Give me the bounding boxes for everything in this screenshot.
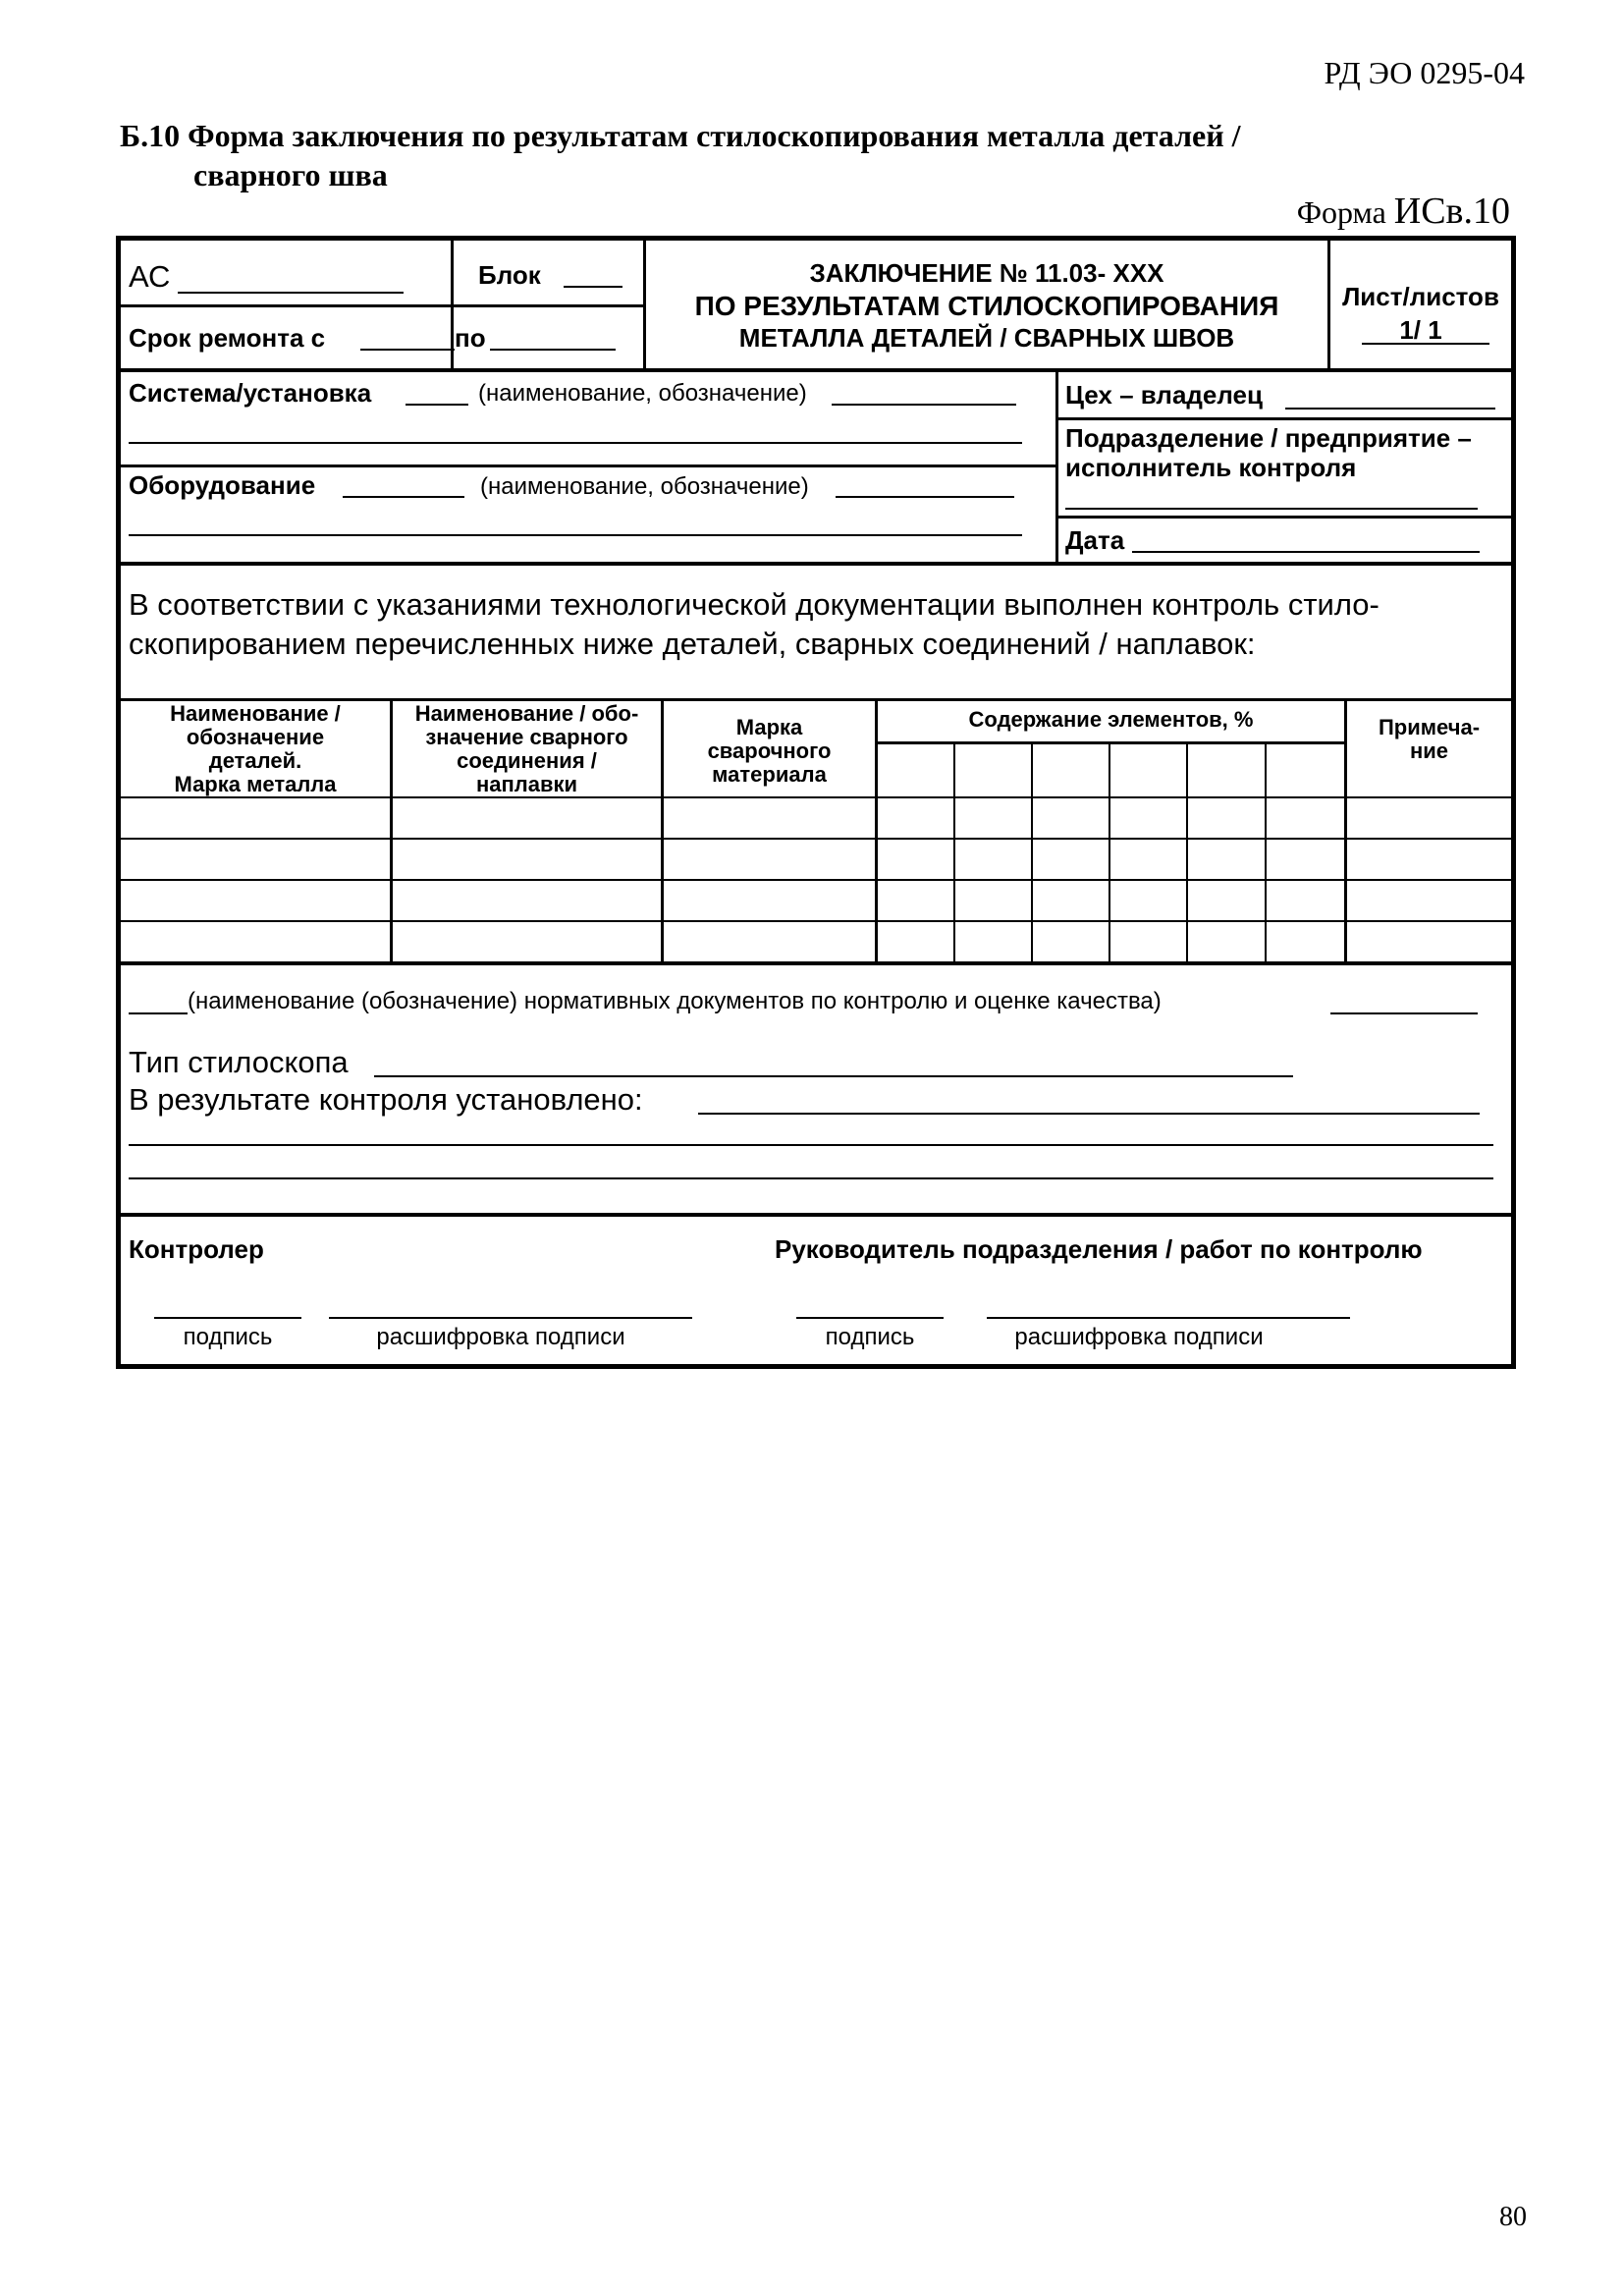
document-code: РД ЭО 0295-04 — [1324, 55, 1525, 90]
block-field[interactable] — [564, 286, 622, 288]
controller-label: Контролер — [129, 1234, 264, 1264]
repair-to-label: по — [455, 323, 486, 353]
col-element-content: Содержание элементов, % — [968, 707, 1254, 732]
head-decode-field[interactable] — [987, 1317, 1350, 1319]
section-heading — [120, 116, 1396, 194]
shop-field[interactable] — [1285, 408, 1495, 410]
controller-decode-field[interactable] — [329, 1317, 692, 1319]
controller-decode-caption: расшифровка подписи — [376, 1324, 625, 1350]
stylo-type-field[interactable] — [374, 1075, 1293, 1077]
as-label: АС — [129, 259, 171, 294]
repair-to-field[interactable] — [490, 349, 616, 351]
controller-signature-caption: подпись — [183, 1324, 273, 1350]
head-signature-caption: подпись — [825, 1324, 915, 1350]
col-part-name: Наименование / обозначение деталей. Марка металла — [170, 701, 341, 796]
system-field-2[interactable] — [129, 442, 1022, 444]
result-field-3[interactable] — [129, 1177, 1493, 1179]
result-field[interactable] — [698, 1113, 1480, 1115]
sheet-value: 1/ 1 — [1399, 315, 1442, 345]
normative-field-pre[interactable] — [129, 1012, 188, 1014]
conclusion-form — [116, 236, 1516, 1369]
form-id-code: ИСв.10 — [1393, 191, 1510, 232]
form-title-line1: ЗАКЛЮЧЕНИЕ № 11.03- XXX — [809, 258, 1164, 288]
result-label: В результате контроля установлено: — [129, 1082, 643, 1117]
division-line2: исполнитель контроля — [1065, 453, 1357, 482]
col-weld-name: Наименование / обо- значение сварного соединения / наплавки — [414, 701, 639, 796]
system-label: Система/установка — [129, 378, 372, 408]
equipment-label: Оборудование — [129, 470, 316, 500]
equipment-field-pre[interactable] — [343, 496, 464, 498]
repair-from-field[interactable] — [360, 349, 455, 351]
normative-hint: (наименование (обозначение) нормативных документов по контролю и оценке качества) — [188, 988, 1162, 1014]
form-title-line2: ПО РЕЗУЛЬТАТАМ СТИЛОСКОПИРОВАНИЯ — [694, 291, 1279, 321]
controller-signature-field[interactable] — [154, 1317, 301, 1319]
date-label: Дата — [1065, 525, 1125, 555]
col-weld-material: Марка сварочного материала — [707, 715, 832, 787]
normative-field[interactable] — [1330, 1012, 1478, 1014]
heading-line2: сварного шва — [193, 157, 388, 192]
equipment-hint: (наименование, обозначение) — [480, 473, 809, 500]
as-field[interactable] — [178, 292, 404, 294]
form-id — [1297, 192, 1510, 231]
col-note: Примеча- ние — [1378, 715, 1481, 763]
system-field-pre[interactable] — [406, 404, 468, 406]
equipment-field[interactable] — [836, 496, 1014, 498]
shop-label: Цех – владелец — [1065, 380, 1263, 410]
head-label: Руководитель подразделения / работ по контролю — [775, 1234, 1423, 1264]
form-id-prefix: Форма — [1296, 194, 1394, 230]
system-hint: (наименование, обозначение) — [478, 380, 807, 407]
page-number: 80 — [1499, 2202, 1527, 2232]
system-field[interactable] — [832, 404, 1016, 406]
date-field[interactable] — [1132, 551, 1480, 553]
sheet-label: Лист/листов — [1342, 282, 1499, 311]
head-signature-field[interactable] — [796, 1317, 944, 1319]
result-field-2[interactable] — [129, 1144, 1493, 1146]
statement-line2: скопированием перечисленных ниже деталей, сварных соединений / наплавок: — [129, 627, 1256, 661]
heading-line1: Б.10 Форма заключения по результатам стилоскопирования металла деталей / — [120, 118, 1241, 153]
repair-label: Срок ремонта с — [129, 323, 326, 353]
block-label: Блок — [478, 260, 541, 290]
statement-line1: В соответствии с указаниями технологической документации выполнен контроль стило- — [129, 587, 1380, 622]
form-title-line3: МЕТАЛЛА ДЕТАЛЕЙ / СВАРНЫХ ШВОВ — [738, 323, 1235, 353]
stylo-type-label: Тип стилоскопа — [129, 1045, 349, 1079]
division-field[interactable] — [1065, 508, 1478, 510]
equipment-field-2[interactable] — [129, 534, 1022, 536]
division-line1: Подразделение / предприятие – — [1065, 423, 1472, 453]
head-decode-caption: расшифровка подписи — [1014, 1324, 1264, 1350]
